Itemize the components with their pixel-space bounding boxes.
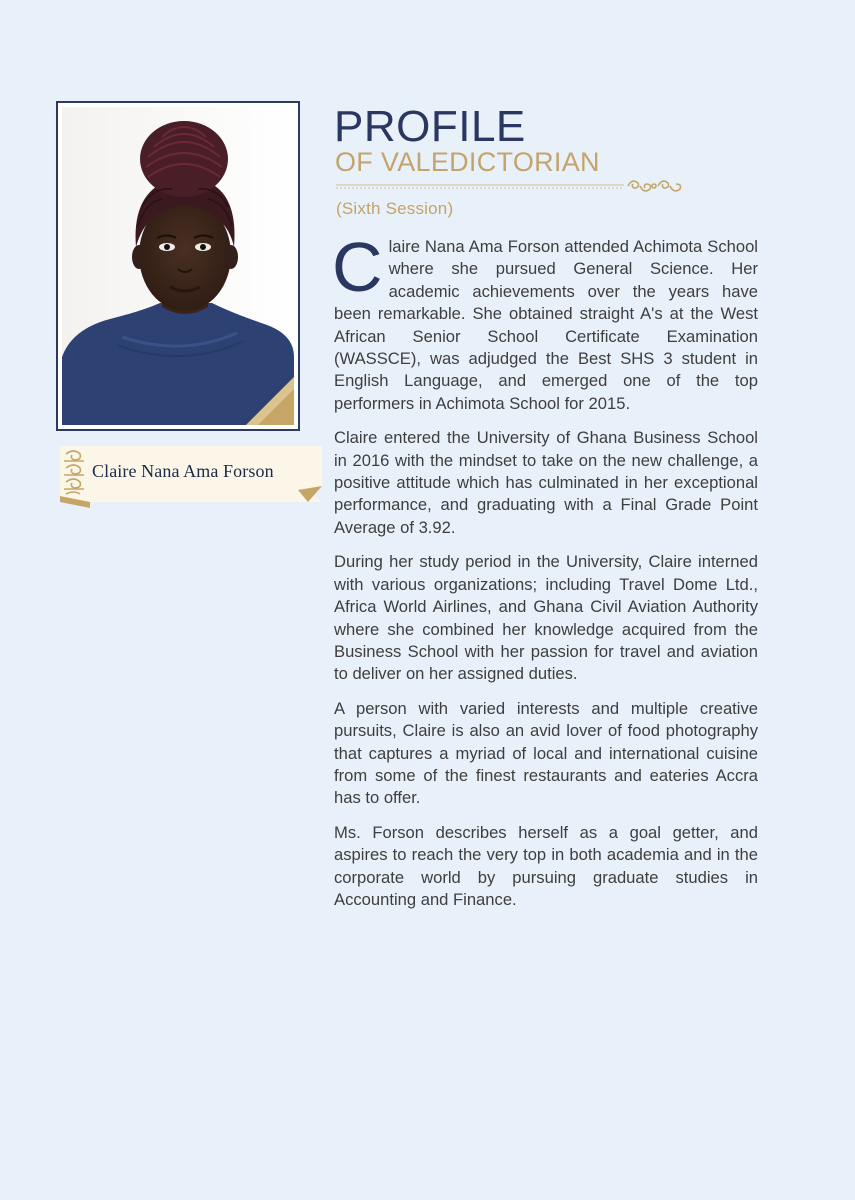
- paragraph-education: [332, 228, 758, 415]
- paragraph-education-text: laire Nana Ama Forson attended Achimota School where she pursued General Science. Her academic achievements over the years have been remarkable. She obtained straight A's at the West African Senior School Certificate Examination (WASSCE), was adjudged the Best SHS 3 student in English Language, and emerged one of the top performers in Achimota School for 2015.: [334, 237, 758, 413]
- profile-body: [332, 228, 758, 923]
- gold-scroll-ornament-icon: [334, 175, 684, 197]
- gold-swirl-pattern-icon: [62, 448, 86, 500]
- portrait-photo: [62, 107, 294, 425]
- valedictorian-name: Claire Nana Ama Forson: [92, 461, 274, 481]
- paragraph-aspirations: Ms. Forson describes herself as a goal getter, and aspires to reach the very top in both academia and in the corporate world by pursuing graduate studies in Accounting and Finance.: [334, 822, 758, 909]
- session-label: (Sixth Session): [336, 199, 454, 218]
- paragraph-interests: A person with varied interests and multiple creative pursuits, Claire is also an avid lover of food photography that captures a myriad of local and international cuisine from some of the finest restaurants and eateries Accra has to offer.: [334, 698, 758, 808]
- paragraph-internships: During her study period in the University, Claire interned with various organizations; including Travel Dome Ltd., Africa World Airlines, and Ghana Civil Aviation Authority where she combined her knowledge acquired from the Business School with her passion for travel and aviation to deliver on her assigned duties.: [334, 552, 758, 684]
- paragraph-university: Claire entered the University of Ghana Business School in 2016 with the mindset to take on the new challenge, a positive attitude which has culminated in her exceptional performance, and graduating with a Final Grade Point Average of 3.92.: [334, 428, 758, 537]
- name-banner: [60, 446, 322, 508]
- drop-cap: C: [332, 228, 383, 306]
- heading-block: [334, 104, 600, 176]
- page-subtitle: OF VALEDICTORIAN: [335, 147, 600, 177]
- page-title: PROFILE: [334, 102, 526, 151]
- portrait-frame: [56, 101, 300, 431]
- portrait-illustration: [62, 107, 294, 425]
